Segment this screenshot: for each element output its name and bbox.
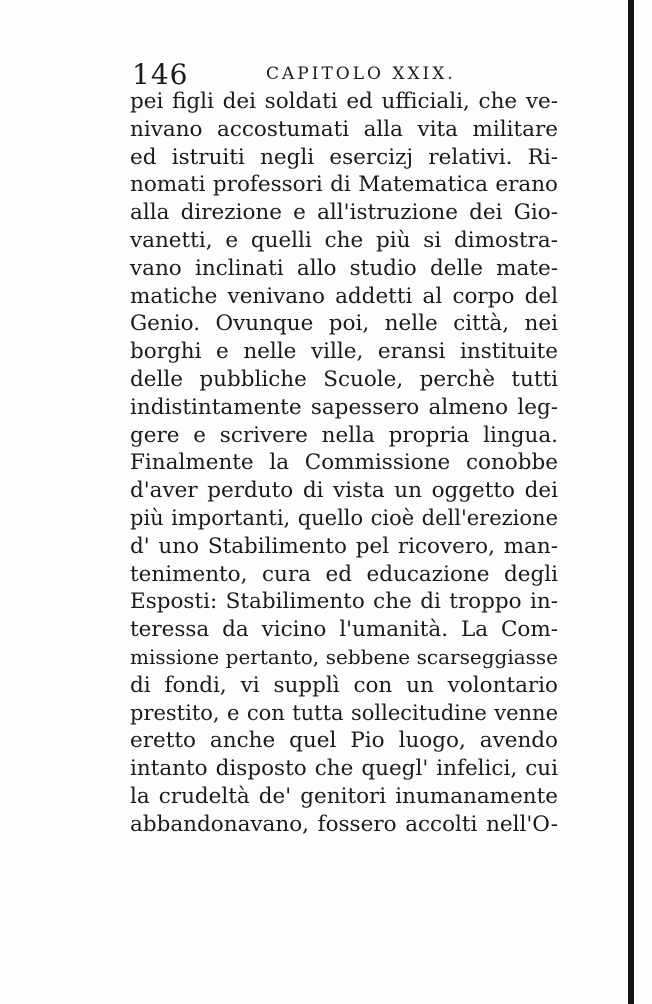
text-line: alla direzione e all'istruzione dei Gio-	[130, 200, 558, 226]
body-text	[130, 88, 558, 839]
text-line: pei figli dei soldati ed ufficiali, che ve-	[130, 89, 558, 114]
page-header	[128, 58, 558, 92]
text-line: vanetti, e quelli che più si dimostra-	[130, 227, 558, 253]
text-line: teressa da vicino l'umanità. La Com-	[130, 617, 558, 643]
text-line: Esposti: Stabilimento che di troppo in-	[130, 589, 558, 615]
text-line: delle pubbliche Scuole, perchè tutti	[130, 366, 558, 392]
running-head: CAPITOLO XXIX.	[266, 64, 456, 84]
text-line: la crudeltà de' genitori inumanamente	[130, 783, 558, 809]
text-line: indistintamente sapessero almeno leg-	[130, 394, 558, 420]
page-edge	[628, 0, 634, 1004]
text-line: nomati professori di Matematica erano	[130, 172, 558, 198]
page-number: 146	[132, 58, 189, 91]
text-line: intanto disposto che quegl' infelici, cui	[130, 756, 558, 782]
text-line: tenimento, cura ed educazione degli	[130, 561, 558, 587]
text-line: più importanti, quello cioè dell'erezione	[130, 505, 558, 530]
text-line: vano inclinati allo studio delle mate-	[130, 255, 558, 281]
text-line: abbandonavano, fossero accolti nell'O-	[130, 811, 558, 837]
text-line: borghi e nelle ville, eransi instituite	[130, 339, 558, 365]
text-line: d' uno Stabilimento pel ricovero, man-	[130, 533, 558, 559]
text-line: matiche venivano addetti al corpo del	[130, 283, 558, 309]
text-line: gere e scrivere nella propria lingua.	[130, 422, 558, 448]
text-line: Finalmente la Commissione conobbe	[130, 450, 558, 476]
text-line: ed istruiti negli esercizj relativi. Ri-	[130, 144, 558, 170]
text-line: d'aver perduto di vista un oggetto dei	[130, 478, 558, 504]
text-line: eretto anche quel Pio luogo, avendo	[130, 728, 558, 754]
text-line: missione pertanto, sebbene scarseggiasse	[130, 644, 558, 669]
text-line: di fondi, vi supplì con un volontario	[130, 672, 558, 698]
text-line: Genio. Ovunque poi, nelle città, nei	[130, 311, 558, 337]
text-line: prestito, e con tutta sollecitudine venne	[130, 700, 558, 725]
text-line: nivano accostumati alla vita militare	[130, 116, 558, 142]
